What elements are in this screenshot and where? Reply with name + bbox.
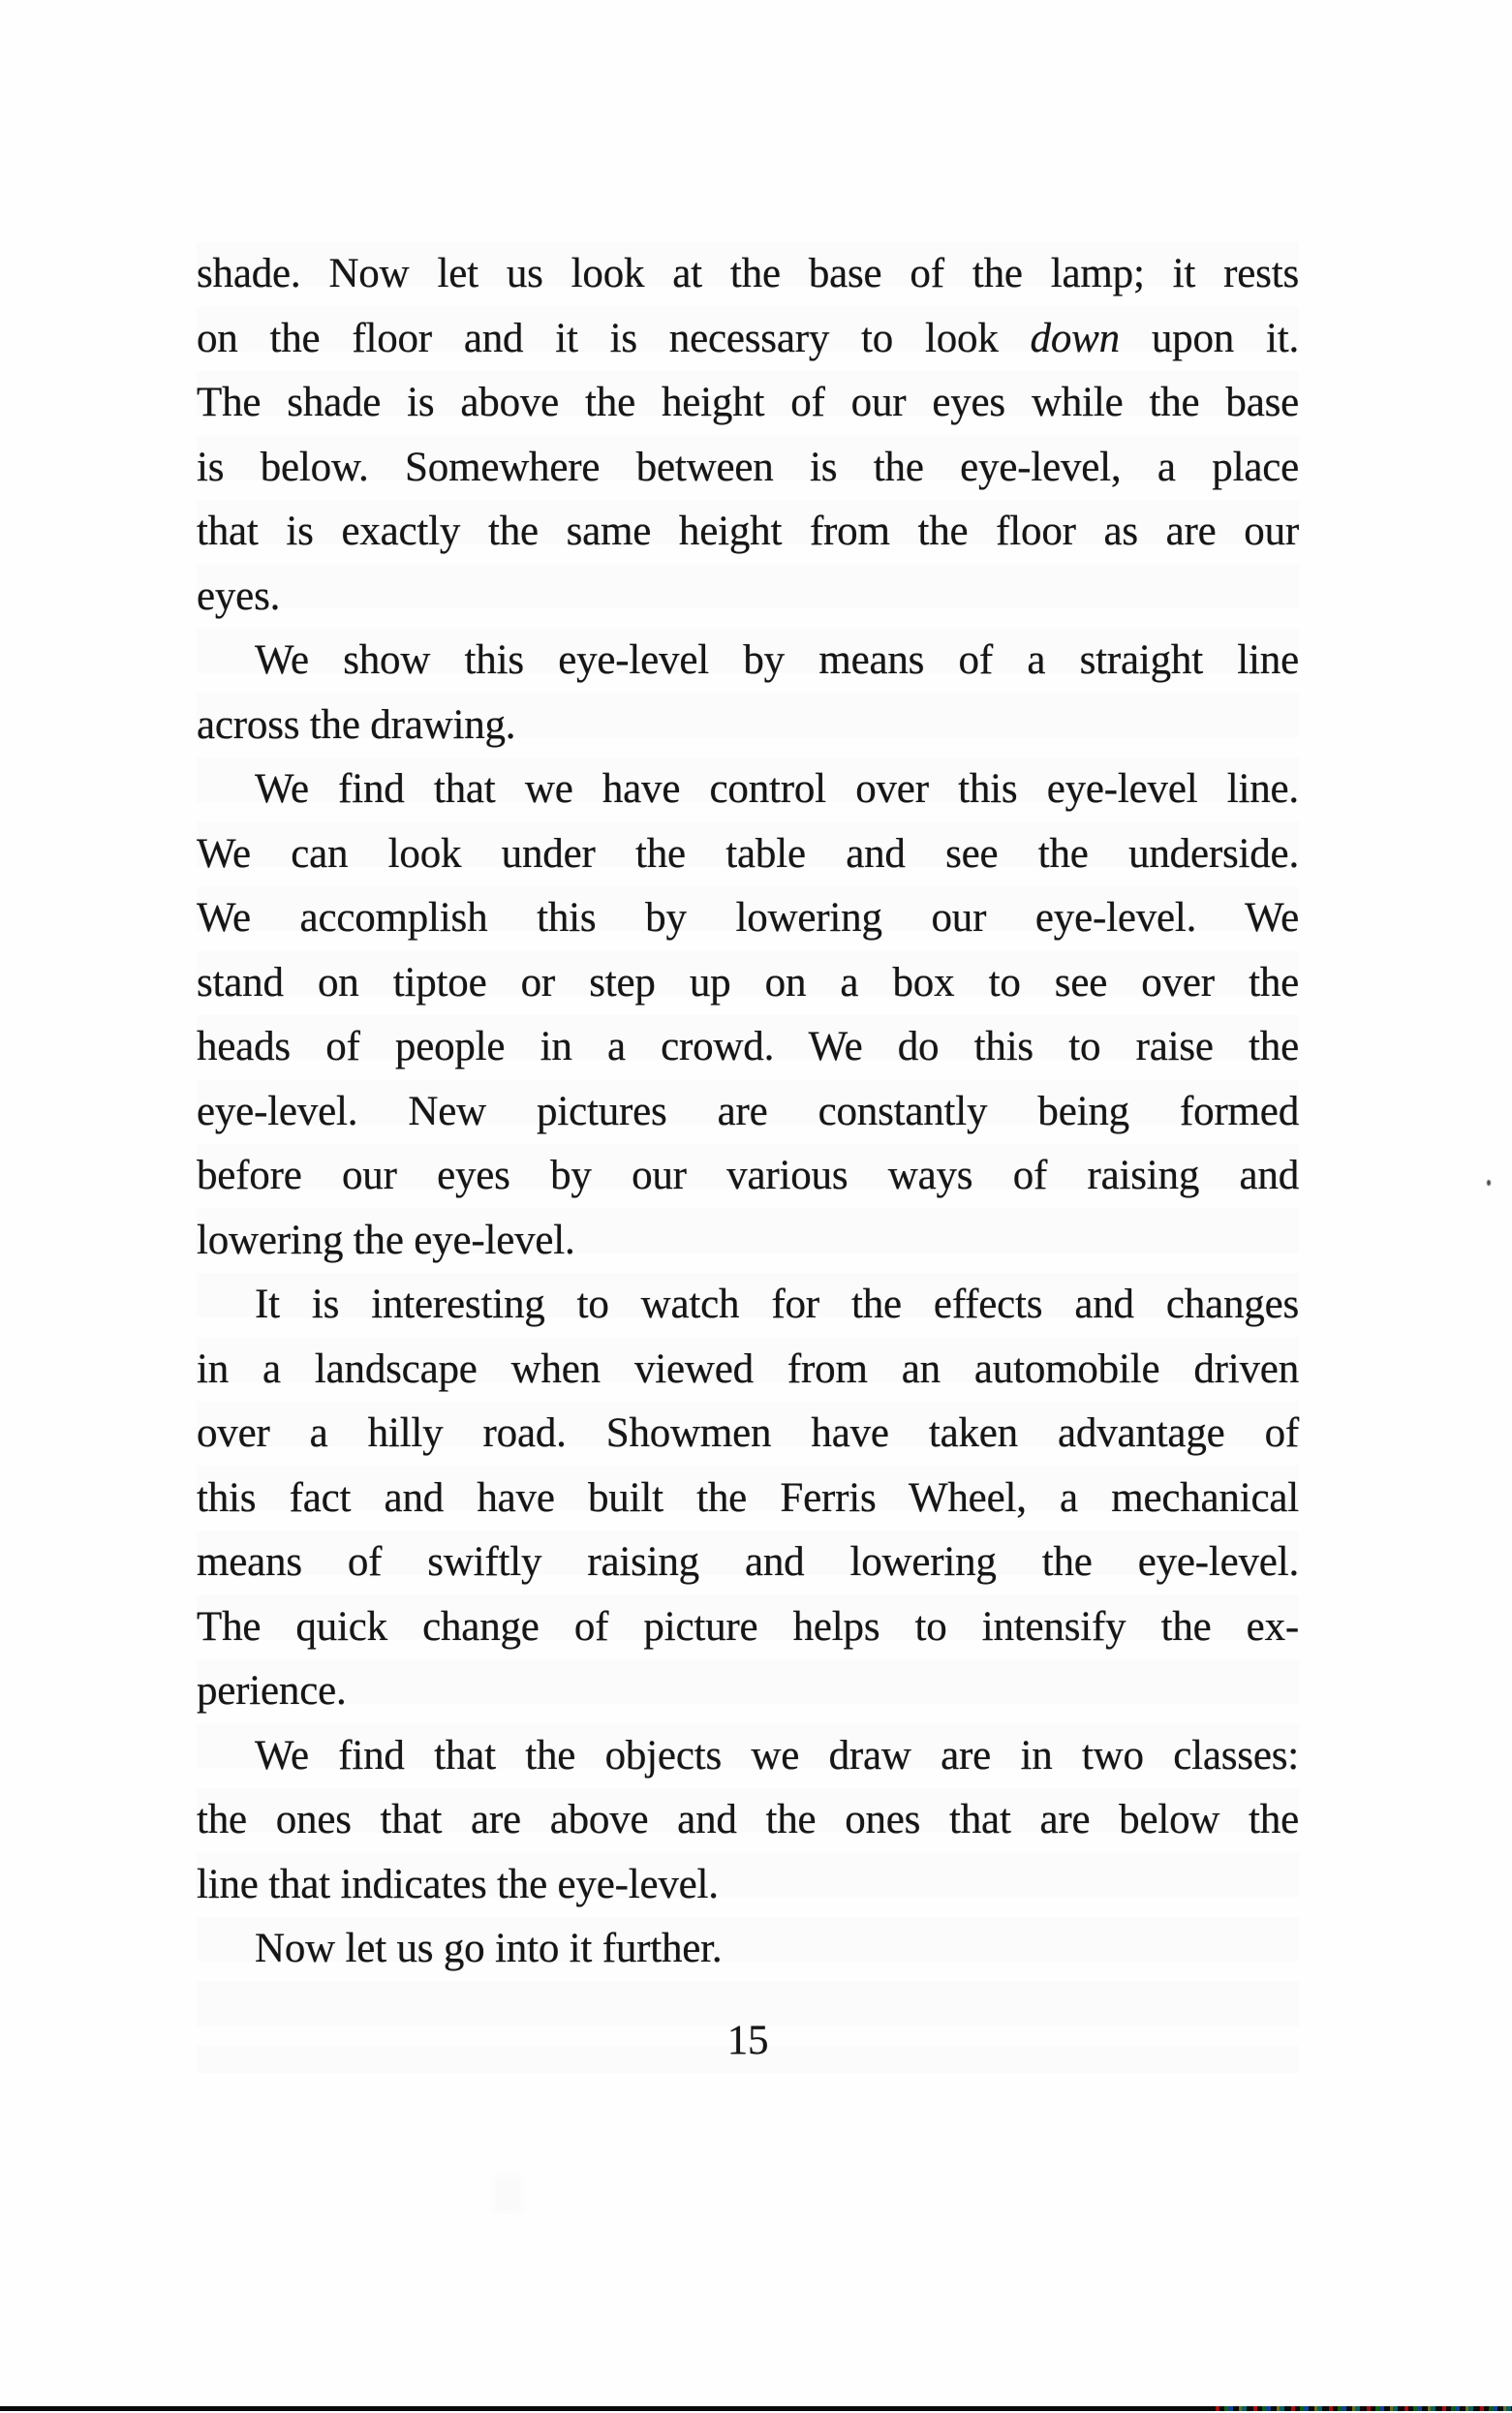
text-segment: before our eyes by our various ways of raising and	[197, 1153, 1299, 1198]
text-line	[197, 1080, 1299, 1145]
page-number: 15	[726, 2017, 769, 2063]
text-line	[197, 1209, 1299, 1274]
text-segment: the ones that are above and the ones that are below the	[197, 1797, 1299, 1842]
text-line	[197, 371, 1299, 436]
text-segment: The shade is above the height of our eyes while the base	[197, 380, 1299, 425]
text-line	[197, 1917, 1299, 1982]
text-block	[197, 242, 1299, 2073]
text-line	[197, 629, 1299, 694]
ink-speck	[1487, 1180, 1491, 1186]
text-line	[197, 565, 1299, 630]
text-segment: that is exactly the same height from the floor as are our	[197, 509, 1299, 554]
text-line	[197, 1402, 1299, 1467]
italic-word: down	[1030, 315, 1120, 361]
text-segment: this fact and have built the Ferris Wheel, a mechanical	[197, 1474, 1299, 1521]
text-segment: is below. Somewhere between is the eye-level, a place	[197, 444, 1299, 490]
text-segment: We find that we have control over this eye-level line.	[255, 766, 1299, 812]
text-line	[197, 1531, 1299, 1595]
text-line	[197, 436, 1299, 501]
text-segment: on the floor and it is necessary to look	[197, 315, 1031, 361]
text-line	[197, 951, 1299, 1016]
text-line	[197, 1467, 1299, 1531]
text-segment: We find that the objects we draw are in two classes:	[255, 1732, 1299, 1779]
text-line	[197, 1595, 1299, 1660]
text-line	[197, 242, 1299, 307]
text-line	[197, 500, 1299, 565]
text-line	[197, 1273, 1299, 1338]
text-segment: We accomplish this by lowering our eye-level. We	[197, 895, 1299, 941]
text-segment: The quick change of picture helps to intensify the ex-	[197, 1603, 1299, 1650]
text-line	[197, 307, 1299, 372]
text-segment: stand on tiptoe or step up on a box to see over the	[197, 959, 1299, 1005]
text-segment: across the drawing.	[197, 701, 516, 748]
text-segment: shade. Now let us look at the base of the lamp; it rests	[197, 251, 1299, 296]
text-line	[197, 1853, 1299, 1918]
text-line	[197, 1724, 1299, 1789]
text-segment: means of swiftly raising and lowering the eye-level.	[197, 1539, 1299, 1585]
text-line	[197, 822, 1299, 887]
text-segment: upon it.	[1119, 315, 1299, 361]
text-segment: We show this eye-level by means of a straight line	[255, 637, 1299, 683]
text-segment: over a hilly road. Showmen have taken advantage of	[197, 1410, 1299, 1456]
text-line	[197, 694, 1299, 758]
text-segment: heads of people in a crowd. We do this to raise the	[197, 1024, 1299, 1069]
text-line	[197, 758, 1299, 822]
text-line	[197, 1015, 1299, 1080]
scan-smudge	[497, 2180, 518, 2209]
text-segment: line that indicates the eye-level.	[197, 1861, 719, 1907]
text-segment: eyes.	[197, 572, 281, 619]
text-segment: Now let us go into it further.	[255, 1926, 723, 1971]
scan-artifact-dashes	[1209, 2406, 1512, 2411]
text-segment: eye-level. New pictures are constantly being formed	[197, 1088, 1299, 1134]
text-segment: We can look under the table and see the underside.	[197, 830, 1299, 877]
text-line	[197, 1788, 1299, 1853]
text-segment: It is interesting to watch for the effects and changes	[255, 1282, 1299, 1327]
text-segment: in a landscape when viewed from an automobile driven	[197, 1346, 1299, 1392]
text-line	[197, 1659, 1299, 1724]
text-segment: lowering the eye-level.	[197, 1217, 575, 1263]
text-segment: perience.	[197, 1668, 347, 1714]
text-line	[197, 1338, 1299, 1403]
text-line	[197, 886, 1299, 951]
text-line	[197, 1144, 1299, 1209]
